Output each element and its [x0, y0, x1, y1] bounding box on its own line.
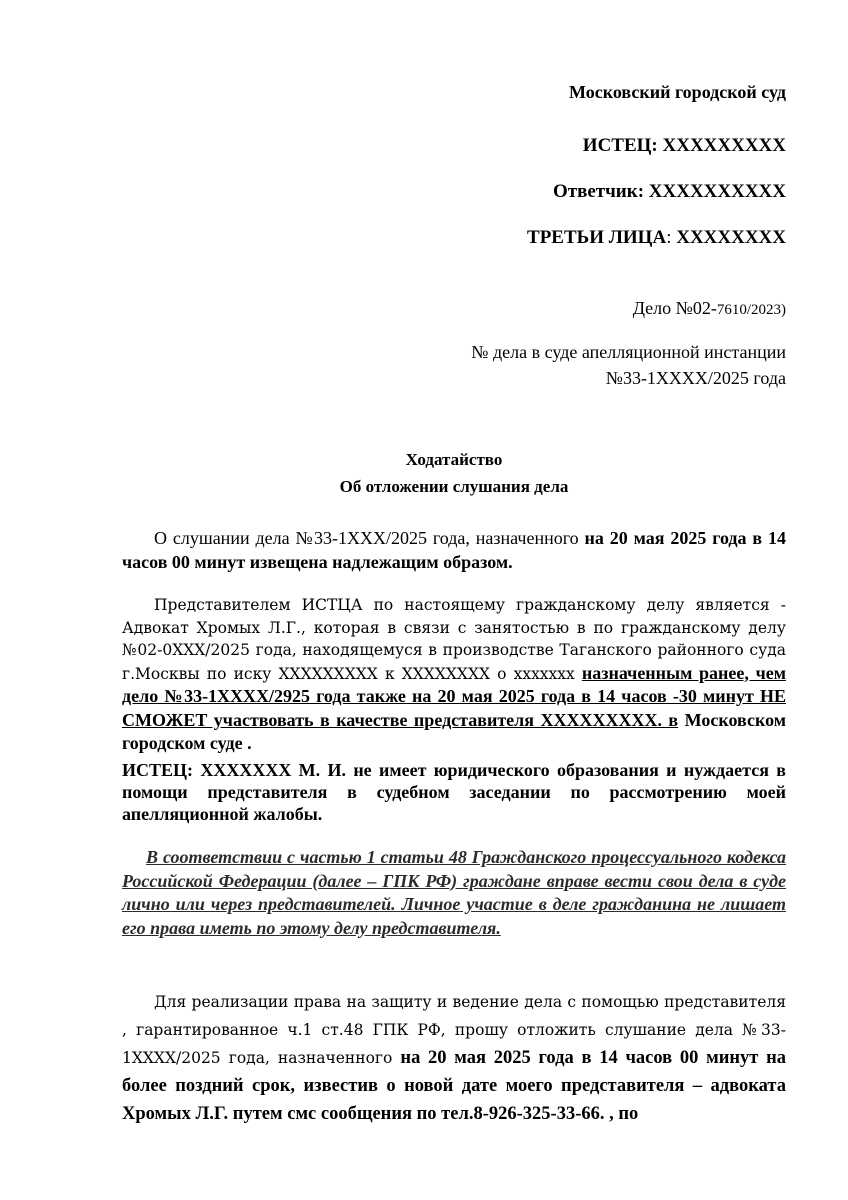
p2-text: Представителем ИСТЦА по настоящему гражданскому делу является - Адвокат Хромых Л.Г., которая в связи с занятостью в по гражданскому делу №02-0XXX/2025 года, находящемуся в производстве Таганского районного суда г.Москвы по иску XXXXXXXXX к XXXXXXXX о xxxxxxx [122, 596, 786, 683]
case-number-line [633, 298, 786, 319]
appeal-case-label: № дела в суде апелляционной инстанции [471, 342, 786, 362]
paragraph-request [122, 988, 786, 1128]
document-subtitle: Об отложении слушания дела [339, 477, 569, 496]
third-parties-colon: : [666, 227, 672, 248]
case-number: 7610/2023) [716, 302, 786, 318]
appeal-case-number: №33-1XXXX/2025 года [605, 368, 786, 388]
p2-bold-tail: Московском городском суде . [122, 709, 786, 753]
p5-text: Для реализации права на защиту и ведение дела с помощью представителя , гарантированное ч.1 ст.48 ГПК РФ, прошу отложить слушание дела №33-1XXXX/2025 года, назначенного [122, 993, 786, 1067]
third-parties-line [527, 227, 786, 249]
paragraph-notification [122, 526, 786, 574]
p3-text: ИСТЕЦ: XXXXXXX М. И. не имеет юридического образования и нуждается в помощи представителя в судебном заседании по рассмотрению моей апелляционной жалобы. [122, 760, 786, 824]
third-parties-label: ТРЕТЬИ ЛИЦА [527, 227, 667, 248]
case-prefix: Дело №02- [632, 298, 717, 318]
third-parties-value: XXXXXXXX [671, 227, 786, 248]
document-title: Ходатайство [405, 450, 503, 469]
p5-bold-text: на 20 мая 2025 года в 14 часов 00 минут на более поздний срок, известив о новой дате моего представителя – адвоката Хромых Л.Г. путем смс сообщения по тел.8-926-325-33-66. , по [122, 1048, 786, 1124]
p1-bold-text: на 20 мая 2025 года в 14 часов 00 минут извещена надлежащим образом. [122, 528, 786, 572]
p2-underlined-text: назначенным ранее, чем дело №33-1XXXX/2925 года также на 20 мая 2025 года в 14 часов -30 минут НЕ СМОЖЕТ участвовать в качестве представителя XXXXXXXXX. в [122, 662, 786, 730]
defendant-line: Ответчик: XXXXXXXXXX [552, 181, 786, 202]
paragraph-plaintiff-needs [122, 759, 786, 825]
p1-text: О слушании дела №33-1XXX/2025 года, назначенного [154, 528, 585, 548]
p4-text: В соответствии с частью 1 статьи 48 Гражданского процессуального кодекса Российской Федерации (далее – ГПК РФ) граждане вправе вести свои дела в суде лично или через представителей. Личное участие в деле гражданина не лишает его права иметь по этому делу представителя. [122, 847, 786, 938]
paragraph-representative [122, 594, 786, 756]
paragraph-law-citation [122, 846, 786, 940]
plaintiff-line: ИСТЕЦ: XXXXXXXXX [582, 135, 786, 156]
court-name: Московский городской суд [568, 82, 786, 102]
